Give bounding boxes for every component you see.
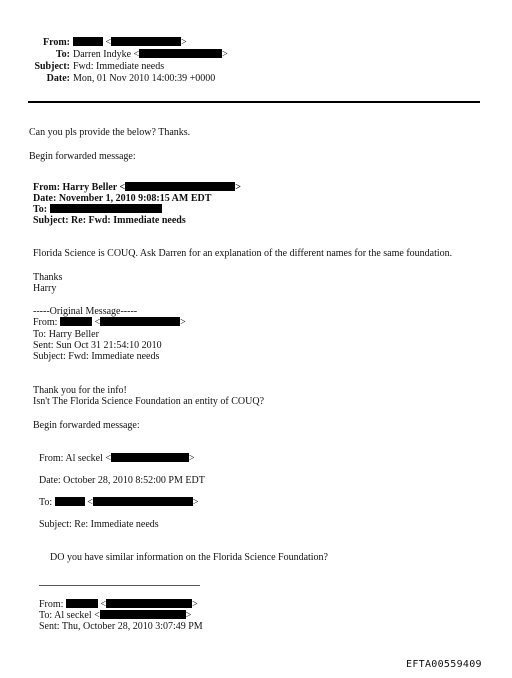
redaction-block [100, 317, 180, 326]
redaction-block [111, 37, 181, 46]
fwd2-to-text: To: [39, 497, 53, 508]
redaction-block [73, 37, 103, 46]
gt-symbol: > [181, 37, 187, 48]
orig-to: To: Harry Beller [33, 329, 99, 340]
fwd1-text: Florida Science is COUQ. Ask Darren for an explanation of the different names for the same foundation. [33, 248, 453, 259]
redaction-block [139, 49, 222, 58]
orig-from [33, 317, 186, 328]
gt-symbol: > [222, 49, 228, 60]
fwd3-sent: Sent: Thu, October 28, 2010 3:07:49 PM [39, 621, 203, 632]
gt-symbol: > [192, 497, 199, 508]
redaction-block [55, 497, 85, 506]
orig-marker: -----Original Message----- [33, 306, 138, 317]
fwd1-thanks: Thanks [33, 272, 63, 283]
fwd3-to-text: To: Al seckel < [39, 610, 100, 621]
gt-symbol: > [185, 610, 192, 621]
redaction-block [125, 182, 235, 191]
body-line-1: Can you pls provide the below? Thanks. [29, 127, 191, 138]
fwd2-question: DO you have similar information on the Florida Science Foundation? [50, 552, 328, 563]
lt-symbol: < [94, 317, 101, 328]
gt-symbol: > [235, 182, 241, 193]
to-value: Darren Indyke < [73, 49, 140, 60]
fwd1-from-text: From: Harry Beller < [33, 182, 126, 193]
fwd2-from [39, 453, 195, 464]
lt-symbol: < [87, 497, 93, 508]
orig-question: Isn't The Florida Science Foundation an entity of COUQ? [33, 396, 265, 407]
begin-forwarded-2: Begin forwarded message: [33, 420, 140, 431]
forward-divider [39, 585, 200, 586]
begin-forwarded-1: Begin forwarded message: [29, 151, 136, 162]
gt-symbol: > [192, 599, 198, 610]
redaction-block [100, 610, 186, 619]
fwd3-from [39, 599, 198, 610]
subject-value: Fwd: Immediate needs [73, 61, 165, 72]
to-label: To: [55, 49, 70, 60]
gt-symbol: > [180, 317, 186, 328]
fwd3-from-text: From: [39, 599, 64, 610]
lt-symbol: < [100, 599, 107, 610]
fwd1-to [33, 204, 162, 215]
fwd2-to [39, 497, 198, 508]
redaction-block [106, 599, 192, 608]
fwd1-date: Date: November 1, 2010 9:08:15 AM EDT [33, 193, 212, 204]
from-label: From: [42, 37, 70, 48]
fwd2-from-text: From: Al seckel < [39, 453, 112, 464]
fwd1-subject: Subject: Re: Fwd: Immediate needs [33, 215, 186, 226]
fwd2-date: Date: October 28, 2010 8:52:00 PM EDT [39, 475, 205, 486]
lt-symbol: < [105, 37, 112, 48]
fwd1-name: Harry [33, 283, 57, 294]
orig-subject: Subject: Fwd: Immediate needs [33, 351, 160, 362]
subject-label: Subject: [34, 61, 70, 72]
header-subject-line [0, 61, 164, 72]
header-from-line [0, 37, 187, 48]
orig-from-text: From: [33, 317, 58, 328]
fwd1-from [33, 182, 241, 193]
header-date-line [0, 73, 215, 84]
fwd3-to [39, 610, 191, 621]
redaction-block [50, 204, 162, 213]
redaction-block [60, 317, 92, 326]
orig-thanks: Thank you for the info! [33, 385, 127, 396]
fwd2-subject: Subject: Re: Immediate needs [39, 519, 159, 530]
header-divider [28, 101, 480, 103]
document-id: EFTA00559409 [406, 659, 482, 670]
orig-sent: Sent: Sun Oct 31 21:54:10 2010 [33, 340, 162, 351]
redaction-block [111, 453, 189, 462]
redaction-block [66, 599, 98, 608]
redaction-block [93, 497, 193, 506]
date-value: Mon, 01 Nov 2010 14:00:39 +0000 [73, 73, 216, 84]
gt-symbol: > [189, 453, 195, 464]
date-label: Date: [46, 73, 70, 84]
header-to-line [0, 49, 228, 60]
fwd1-to-text: To: [33, 204, 48, 215]
